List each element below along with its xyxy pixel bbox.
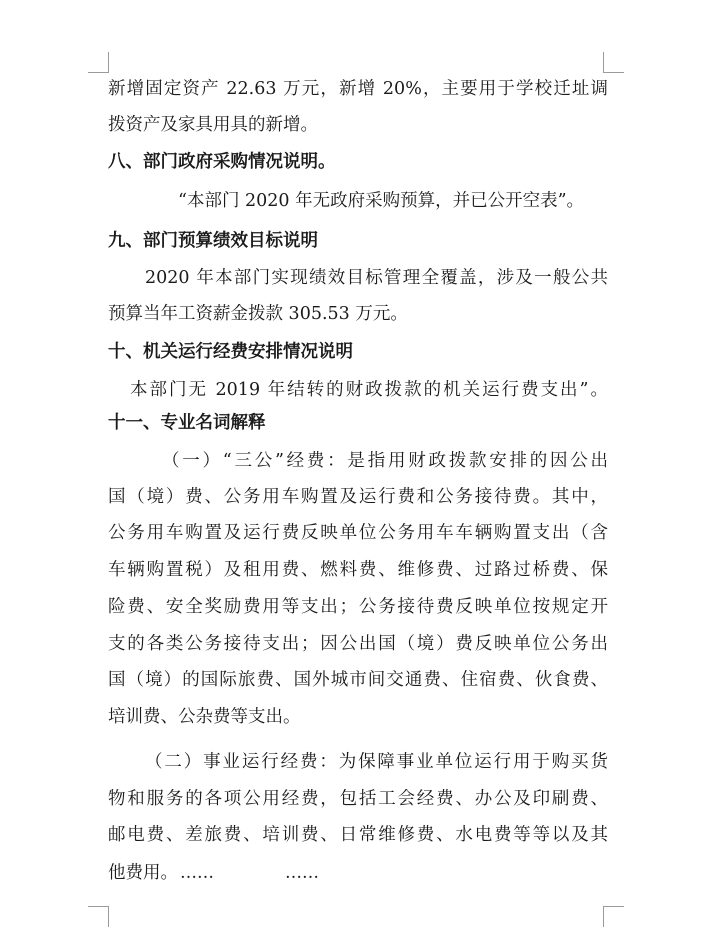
body-line: 公务用车购置及运行费反映单位公务用车车辆购置支出（含 (108, 523, 608, 543)
body-line: 2020 年本部门实现绩效目标管理全覆盖，涉及一般公共 (145, 268, 608, 288)
body-line: 邮电费、差旅费、培训费、日常维修费、水电费等等以及其 (108, 825, 608, 845)
ellipsis: …… (180, 863, 214, 883)
ellipsis: …… (285, 863, 319, 883)
body-line: （一）“三公”经费：是指用财政拨款安排的因公出 (162, 451, 608, 471)
body-line: （二）事业运行经费：为保障事业单位运行用于购买货 (145, 752, 608, 772)
body-line: 支的各类公务接待支出；因公出国（境）费反映单位公务出 (108, 634, 608, 654)
section-heading-8: 八、部门政府采购情况说明。 (108, 152, 336, 172)
body-line: 拨资产及家具用具的新增。 (108, 115, 318, 135)
body-line: 物和服务的各项公用经费，包括工会经费、办公及印刷费、 (108, 789, 608, 809)
body-line: 培训费、公杂费等支出。 (108, 707, 301, 727)
body-line: 国（境）的国际旅费、国外城市间交通费、住宿费、伙食费、 (108, 670, 608, 690)
body-line: 车辆购置税）及租用费、燃料费、维修费、过路过桥费、保 (108, 560, 608, 580)
crop-mark-bottom-left (88, 906, 109, 927)
body-line: 预算当年工资薪金拨款 305.53 万元。 (108, 304, 408, 324)
body-line: 他费用。 (108, 863, 178, 883)
body-line: 国（境）费、公务用车购置及运行费和公务接待费。其中， (108, 487, 608, 507)
crop-mark-top-left (88, 52, 109, 73)
crop-mark-top-right (603, 52, 624, 73)
section-heading-10: 十、机关运行经费安排情况说明 (108, 342, 353, 362)
body-line: 新增固定资产 22.63 万元，新增 20%，主要用于学校迁址调 (108, 79, 608, 99)
body-line: “本部门 2020 年无政府采购预算，并已公开空表”。 (178, 191, 585, 211)
body-line: 险费、安全奖励费用等支出；公务接待费反映单位按规定开 (108, 597, 608, 617)
section-heading-9: 九、部门预算绩效目标说明 (108, 231, 318, 251)
crop-mark-bottom-right (603, 906, 624, 927)
body-line: 本部门无 2019 年结转的财政拨款的机关运行费支出”。 (130, 380, 608, 400)
section-heading-11: 十一、专业名词解释 (108, 413, 266, 433)
